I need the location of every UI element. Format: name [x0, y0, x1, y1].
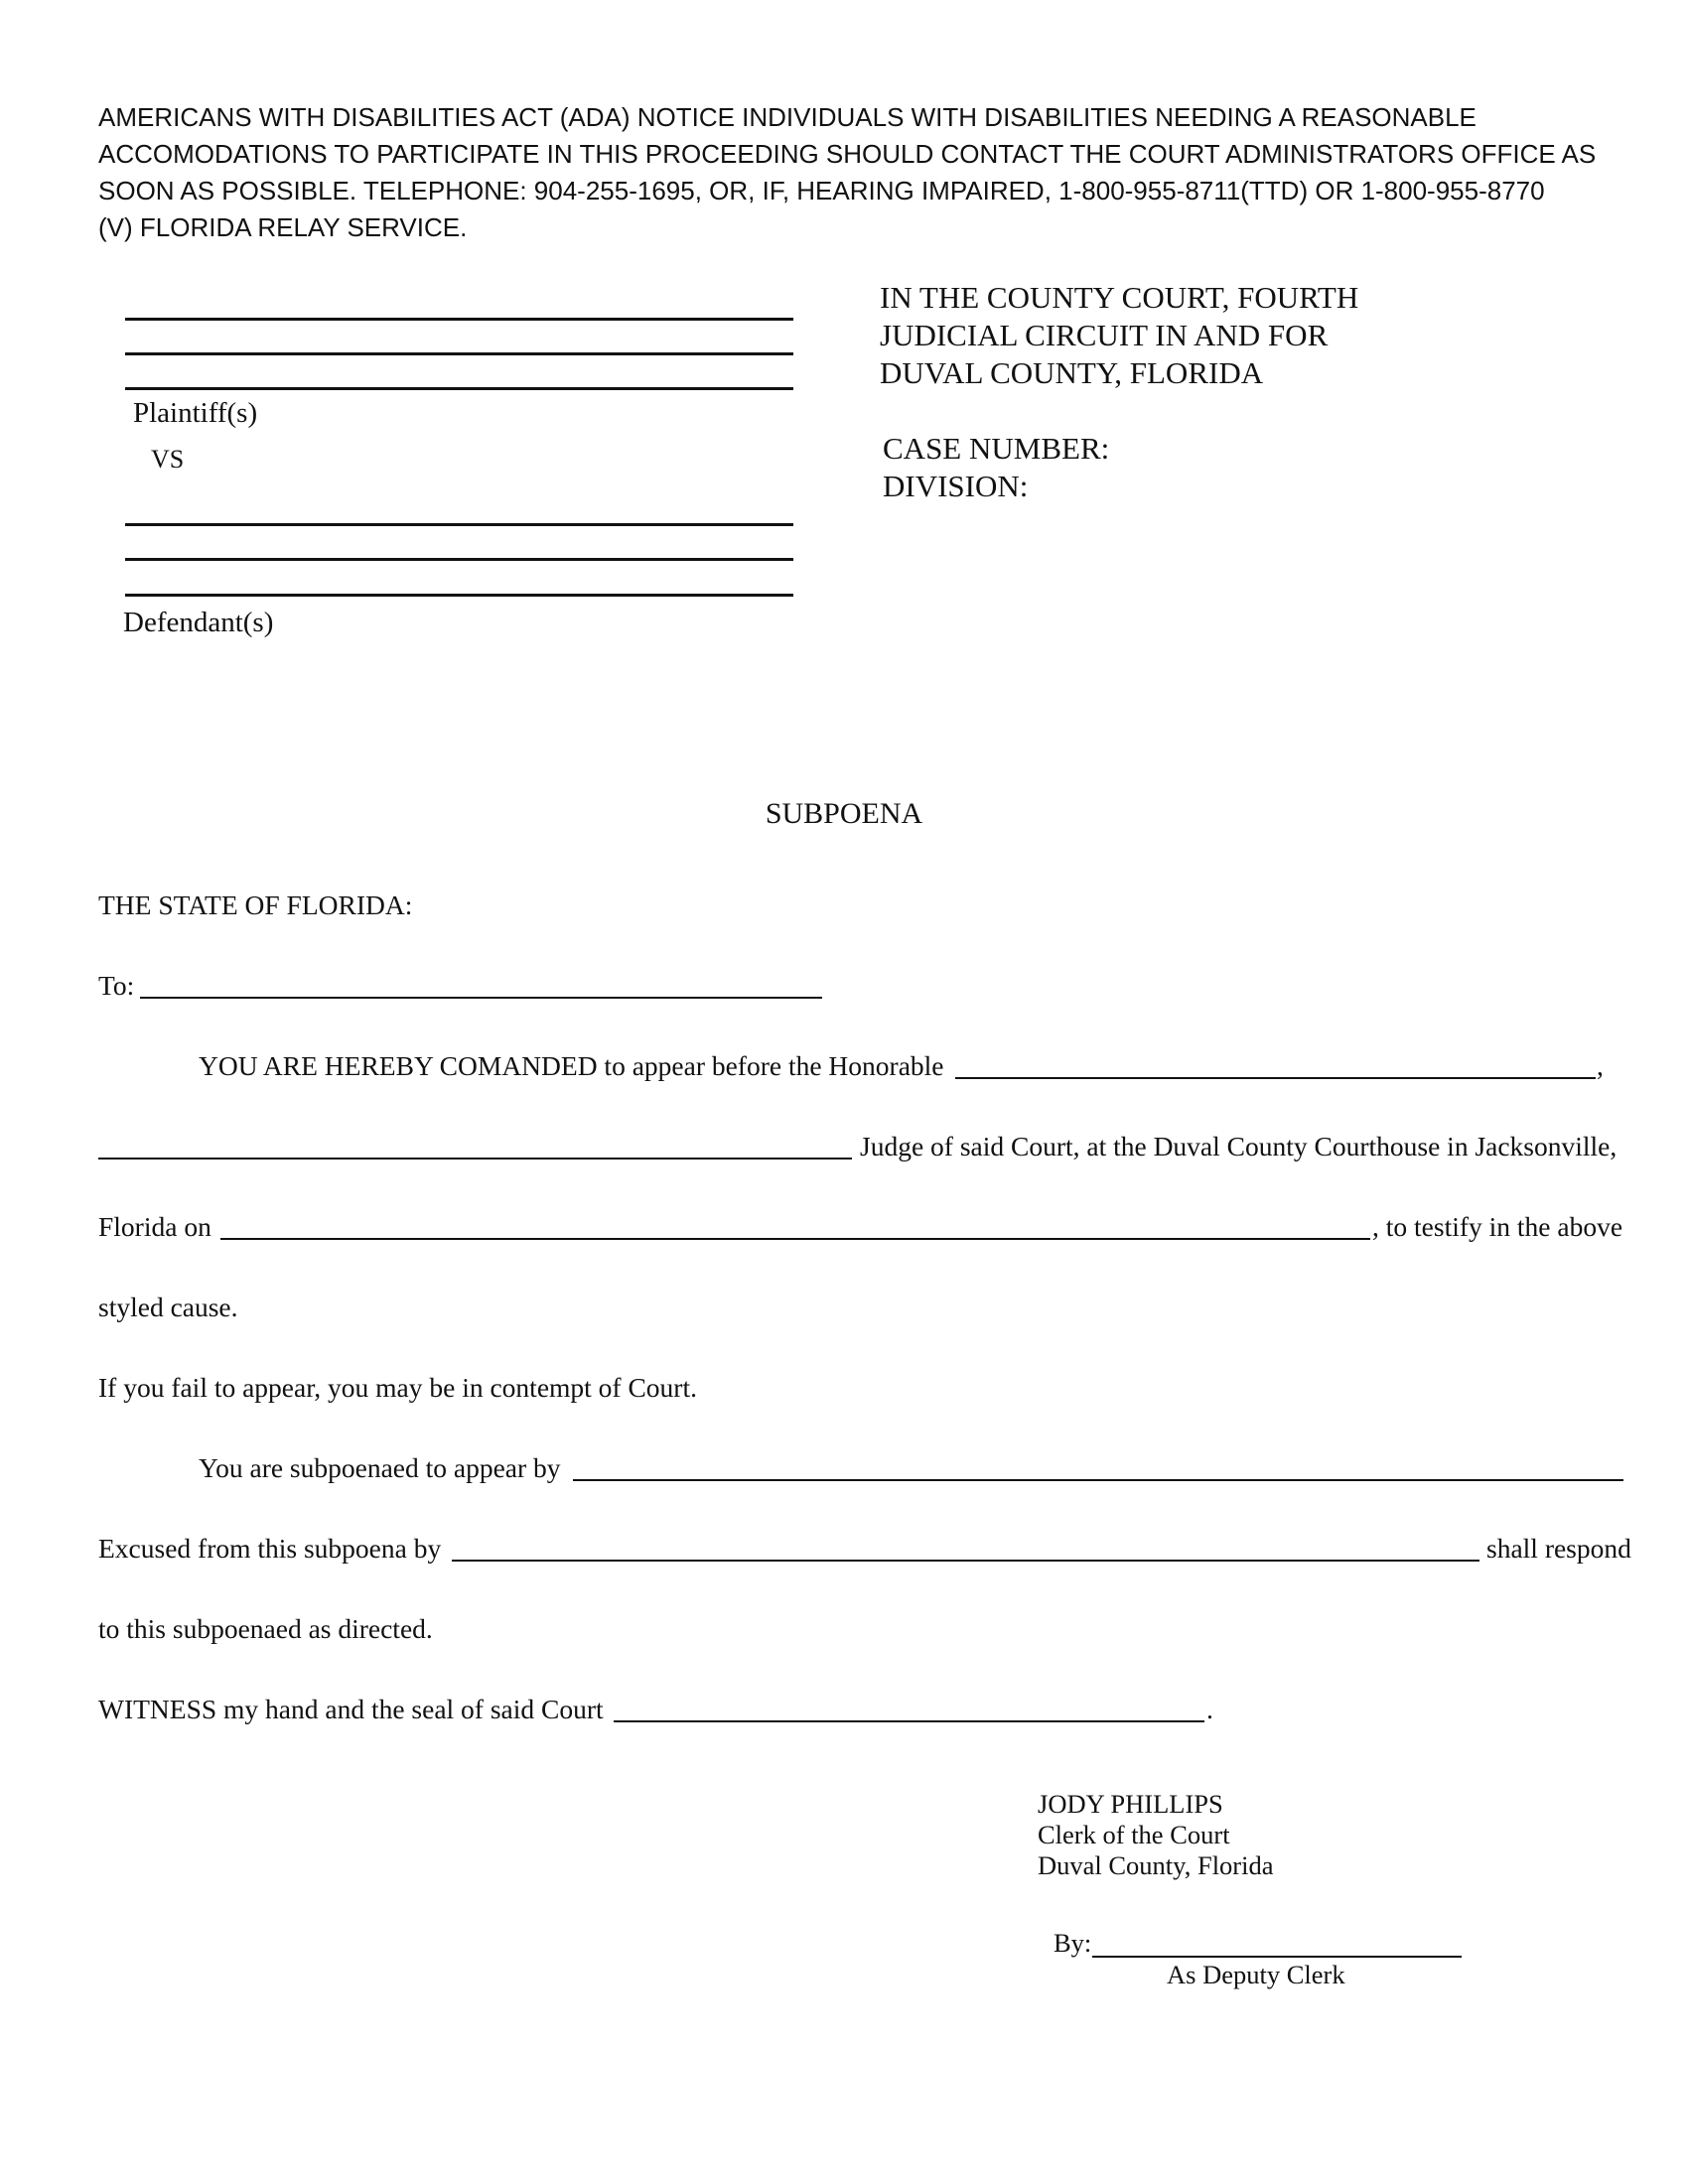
defendant-line-2[interactable]	[125, 558, 793, 561]
appearance-date-field[interactable]	[220, 1238, 1370, 1240]
clerk-title: Clerk of the Court	[1038, 1820, 1230, 1849]
clerk-block	[1038, 1789, 1274, 1881]
division-label: DIVISION:	[883, 469, 1029, 503]
excused-by-field[interactable]	[452, 1560, 1479, 1562]
deputy-signature-field[interactable]	[1092, 1956, 1462, 1958]
subpoenaed-by-text: You are subpoenaed to appear by	[199, 1452, 561, 1483]
to-label: To:	[98, 970, 135, 1001]
comma: ,	[1597, 1050, 1604, 1081]
court-heading-line: DUVAL COUNTY, FLORIDA	[880, 355, 1264, 390]
subpoenaed-by-field[interactable]	[573, 1479, 1623, 1481]
clerk-name: JODY PHILLIPS	[1038, 1789, 1223, 1819]
defendant-line-3[interactable]	[125, 594, 793, 597]
ada-notice-line: AMERICANS WITH DISABILITIES ACT (ADA) NOTICE INDIVIDUALS WITH DISABILITIES NEEDING A REASONABLE	[98, 102, 1477, 132]
plaintiff-line-1[interactable]	[125, 318, 793, 321]
judge-text: Judge of said Court, at the Duval County Courthouse in Jacksonville,	[860, 1131, 1618, 1161]
witness-date-field[interactable]	[614, 1720, 1204, 1722]
ada-notice-line: ACCOMODATIONS TO PARTICIPATE IN THIS PROCEEDING SHOULD CONTACT THE COURT ADMINISTRATORS OFFICE AS	[98, 139, 1597, 169]
by-label: By:	[1054, 1928, 1092, 1958]
deputy-clerk-label: As Deputy Clerk	[1167, 1960, 1345, 1989]
excused-by-text: Excused from this subpoena by	[98, 1533, 442, 1564]
plaintiff-label: Plaintiff(s)	[133, 397, 258, 429]
judge-name-field[interactable]	[98, 1158, 852, 1160]
to-field[interactable]	[140, 997, 822, 999]
styled-cause-text: styled cause.	[98, 1292, 238, 1322]
case-number-label: CASE NUMBER:	[883, 431, 1110, 466]
florida-on-text: Florida on	[98, 1211, 211, 1242]
defendant-label: Defendant(s)	[123, 607, 274, 638]
ada-notice-line: (V) FLORIDA RELAY SERVICE.	[98, 212, 468, 242]
court-heading-line: IN THE COUNTY COURT, FOURTH	[880, 280, 1359, 315]
as-directed-text: to this subpoenaed as directed.	[98, 1613, 433, 1644]
shall-respond-text: shall respond	[1486, 1533, 1631, 1564]
court-heading-line: JUDICIAL CIRCUIT IN AND FOR	[880, 318, 1329, 352]
state-line: THE STATE OF FLORIDA:	[98, 889, 413, 920]
plaintiff-line-3[interactable]	[125, 387, 793, 390]
court-heading	[880, 279, 1358, 392]
commanded-text: YOU ARE HEREBY COMANDED to appear before the Honorable	[199, 1050, 944, 1081]
testify-text: , to testify in the above	[1372, 1211, 1623, 1242]
ada-notice-line: SOON AS POSSIBLE. TELEPHONE: 904-255-1695, OR, IF, HEARING IMPAIRED, 1-800-955-8711(TTD) OR 1-800-955-8770	[98, 176, 1545, 205]
period: .	[1206, 1694, 1213, 1724]
document-title: SUBPOENA	[765, 797, 923, 830]
ada-notice	[98, 99, 1597, 246]
witness-text: WITNESS my hand and the seal of said Court	[98, 1694, 604, 1724]
defendant-line-1[interactable]	[125, 523, 793, 526]
honorable-judge-field[interactable]	[955, 1077, 1596, 1079]
contempt-text: If you fail to appear, you may be in contempt of Court.	[98, 1372, 697, 1403]
clerk-county: Duval County, Florida	[1038, 1850, 1274, 1880]
vs-label: VS	[151, 445, 185, 474]
plaintiff-line-2[interactable]	[125, 352, 793, 355]
